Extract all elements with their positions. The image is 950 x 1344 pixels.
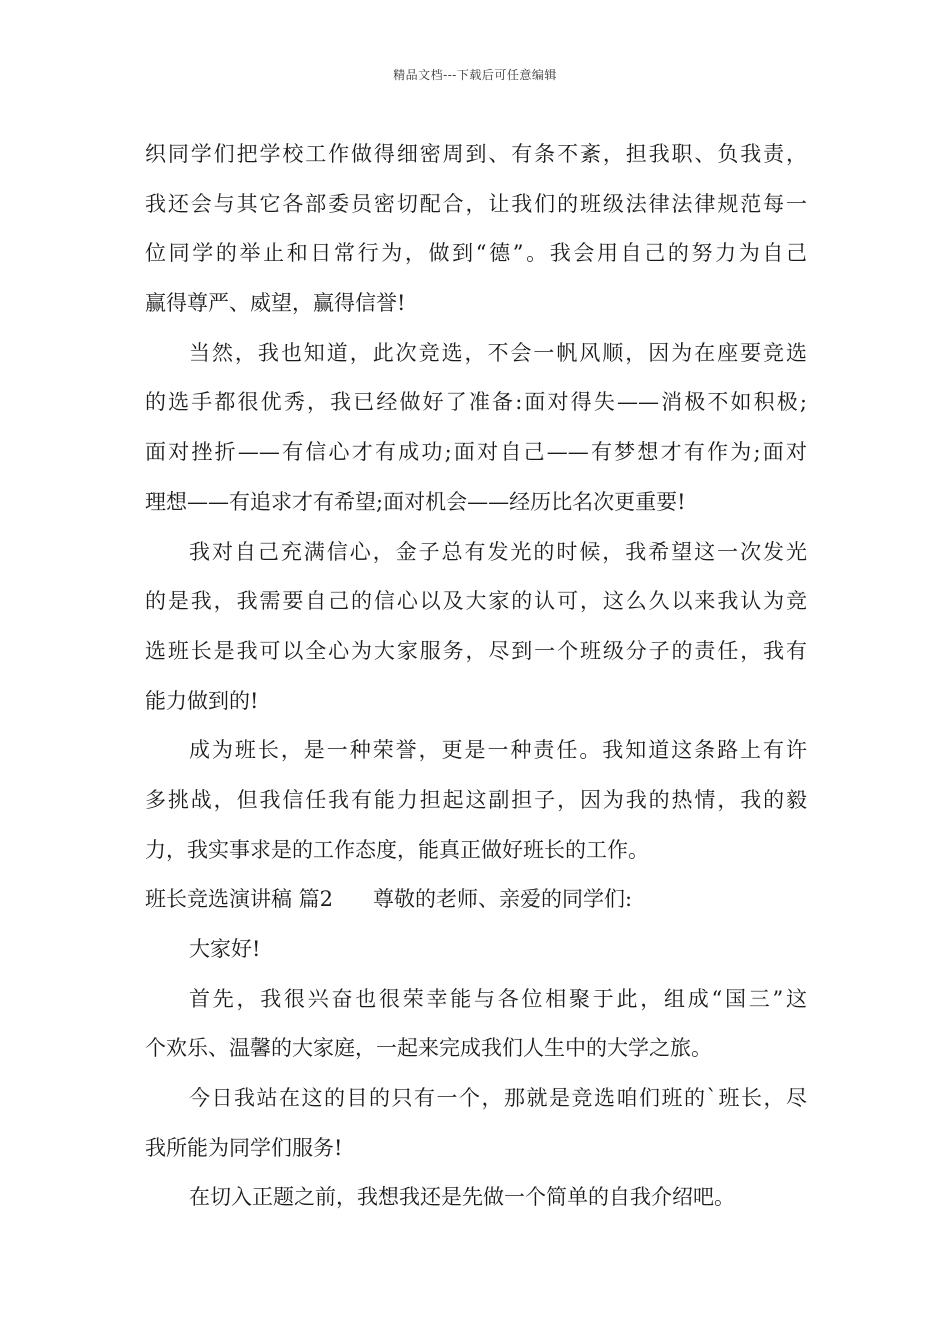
text-line: 多挑战，但我信任我有能力担起这副担子，因为我的热情，我的毅 — [145, 787, 807, 812]
text-line: 的选手都很优秀，我已经做好了准备:面对得失——消极不如积极; — [145, 390, 807, 415]
text-line: 我所能为同学们服务! — [145, 1135, 343, 1160]
text-line: 能力做到的! — [145, 688, 259, 713]
page-header: 精品文档---下载后可任意编辑 — [393, 68, 557, 82]
text-line: 今日我站在这的目的只有一个，那就是竞选咱们班的`班长，尽 — [189, 1086, 807, 1111]
text-line: 大家好! — [189, 937, 261, 961]
paragraph — [145, 528, 807, 727]
paragraph — [145, 975, 807, 1074]
text-line: 个欢乐、温馨的大家庭，一起来完成我们人生中的大学之旅。 — [145, 1036, 712, 1061]
section-title: 班长竞选演讲稿 篇2 — [145, 887, 334, 912]
paragraph — [145, 130, 807, 329]
text-line: 我对自己充满信心，金子总有发光的时候，我希望这一次发光 — [189, 539, 807, 564]
text-line: 当然，我也知道，此次竞选，不会一帆风顺，因为在座要竞选 — [189, 340, 807, 365]
text-line: 织同学们把学校工作做得细密周到、有条不紊，担我职、负我责， — [145, 142, 807, 166]
paragraph — [145, 726, 807, 875]
paragraph — [145, 925, 807, 975]
text-line: 首先，我很兴奋也很荣幸能与各位相聚于此，组成“国三”这 — [189, 986, 807, 1011]
paragraph — [145, 1074, 807, 1173]
paragraph — [145, 1173, 807, 1223]
salutation: 尊敬的老师、亲爱的同学们: — [373, 887, 633, 912]
text-line: 成为班长，是一种荣誉，更是一种责任。我知道这条路上有许 — [189, 738, 807, 763]
text-line: 赢得尊严、威望，赢得信誉! — [145, 291, 406, 316]
document-body — [145, 130, 807, 1223]
paragraph — [145, 329, 807, 528]
text-line: 的是我，我需要自己的信心以及大家的认可，这么久以来我认为竞 — [145, 589, 807, 614]
text-line: 选班长是我可以全心为大家服务，尽到一个班级分子的责任，我有 — [145, 638, 807, 663]
text-line: 在切入正题之前，我想我还是先做一个简单的自我介绍吧。 — [189, 1185, 735, 1210]
section-heading — [145, 875, 807, 925]
text-line: 位同学的举止和日常行为，做到“德”。我会用自己的努力为自己 — [145, 241, 807, 266]
text-line: 面对挫折——有信心才有成功;面对自己——有梦想才有作为;面对 — [145, 440, 807, 465]
text-line: 力，我实事求是的工作态度，能真正做好班长的工作。 — [145, 837, 649, 862]
text-line: 理想——有追求才有希望;面对机会——经历比名次更重要! — [145, 489, 686, 514]
text-line: 我还会与其它各部委员密切配合，让我们的班级法律法律规范每一 — [145, 191, 807, 216]
